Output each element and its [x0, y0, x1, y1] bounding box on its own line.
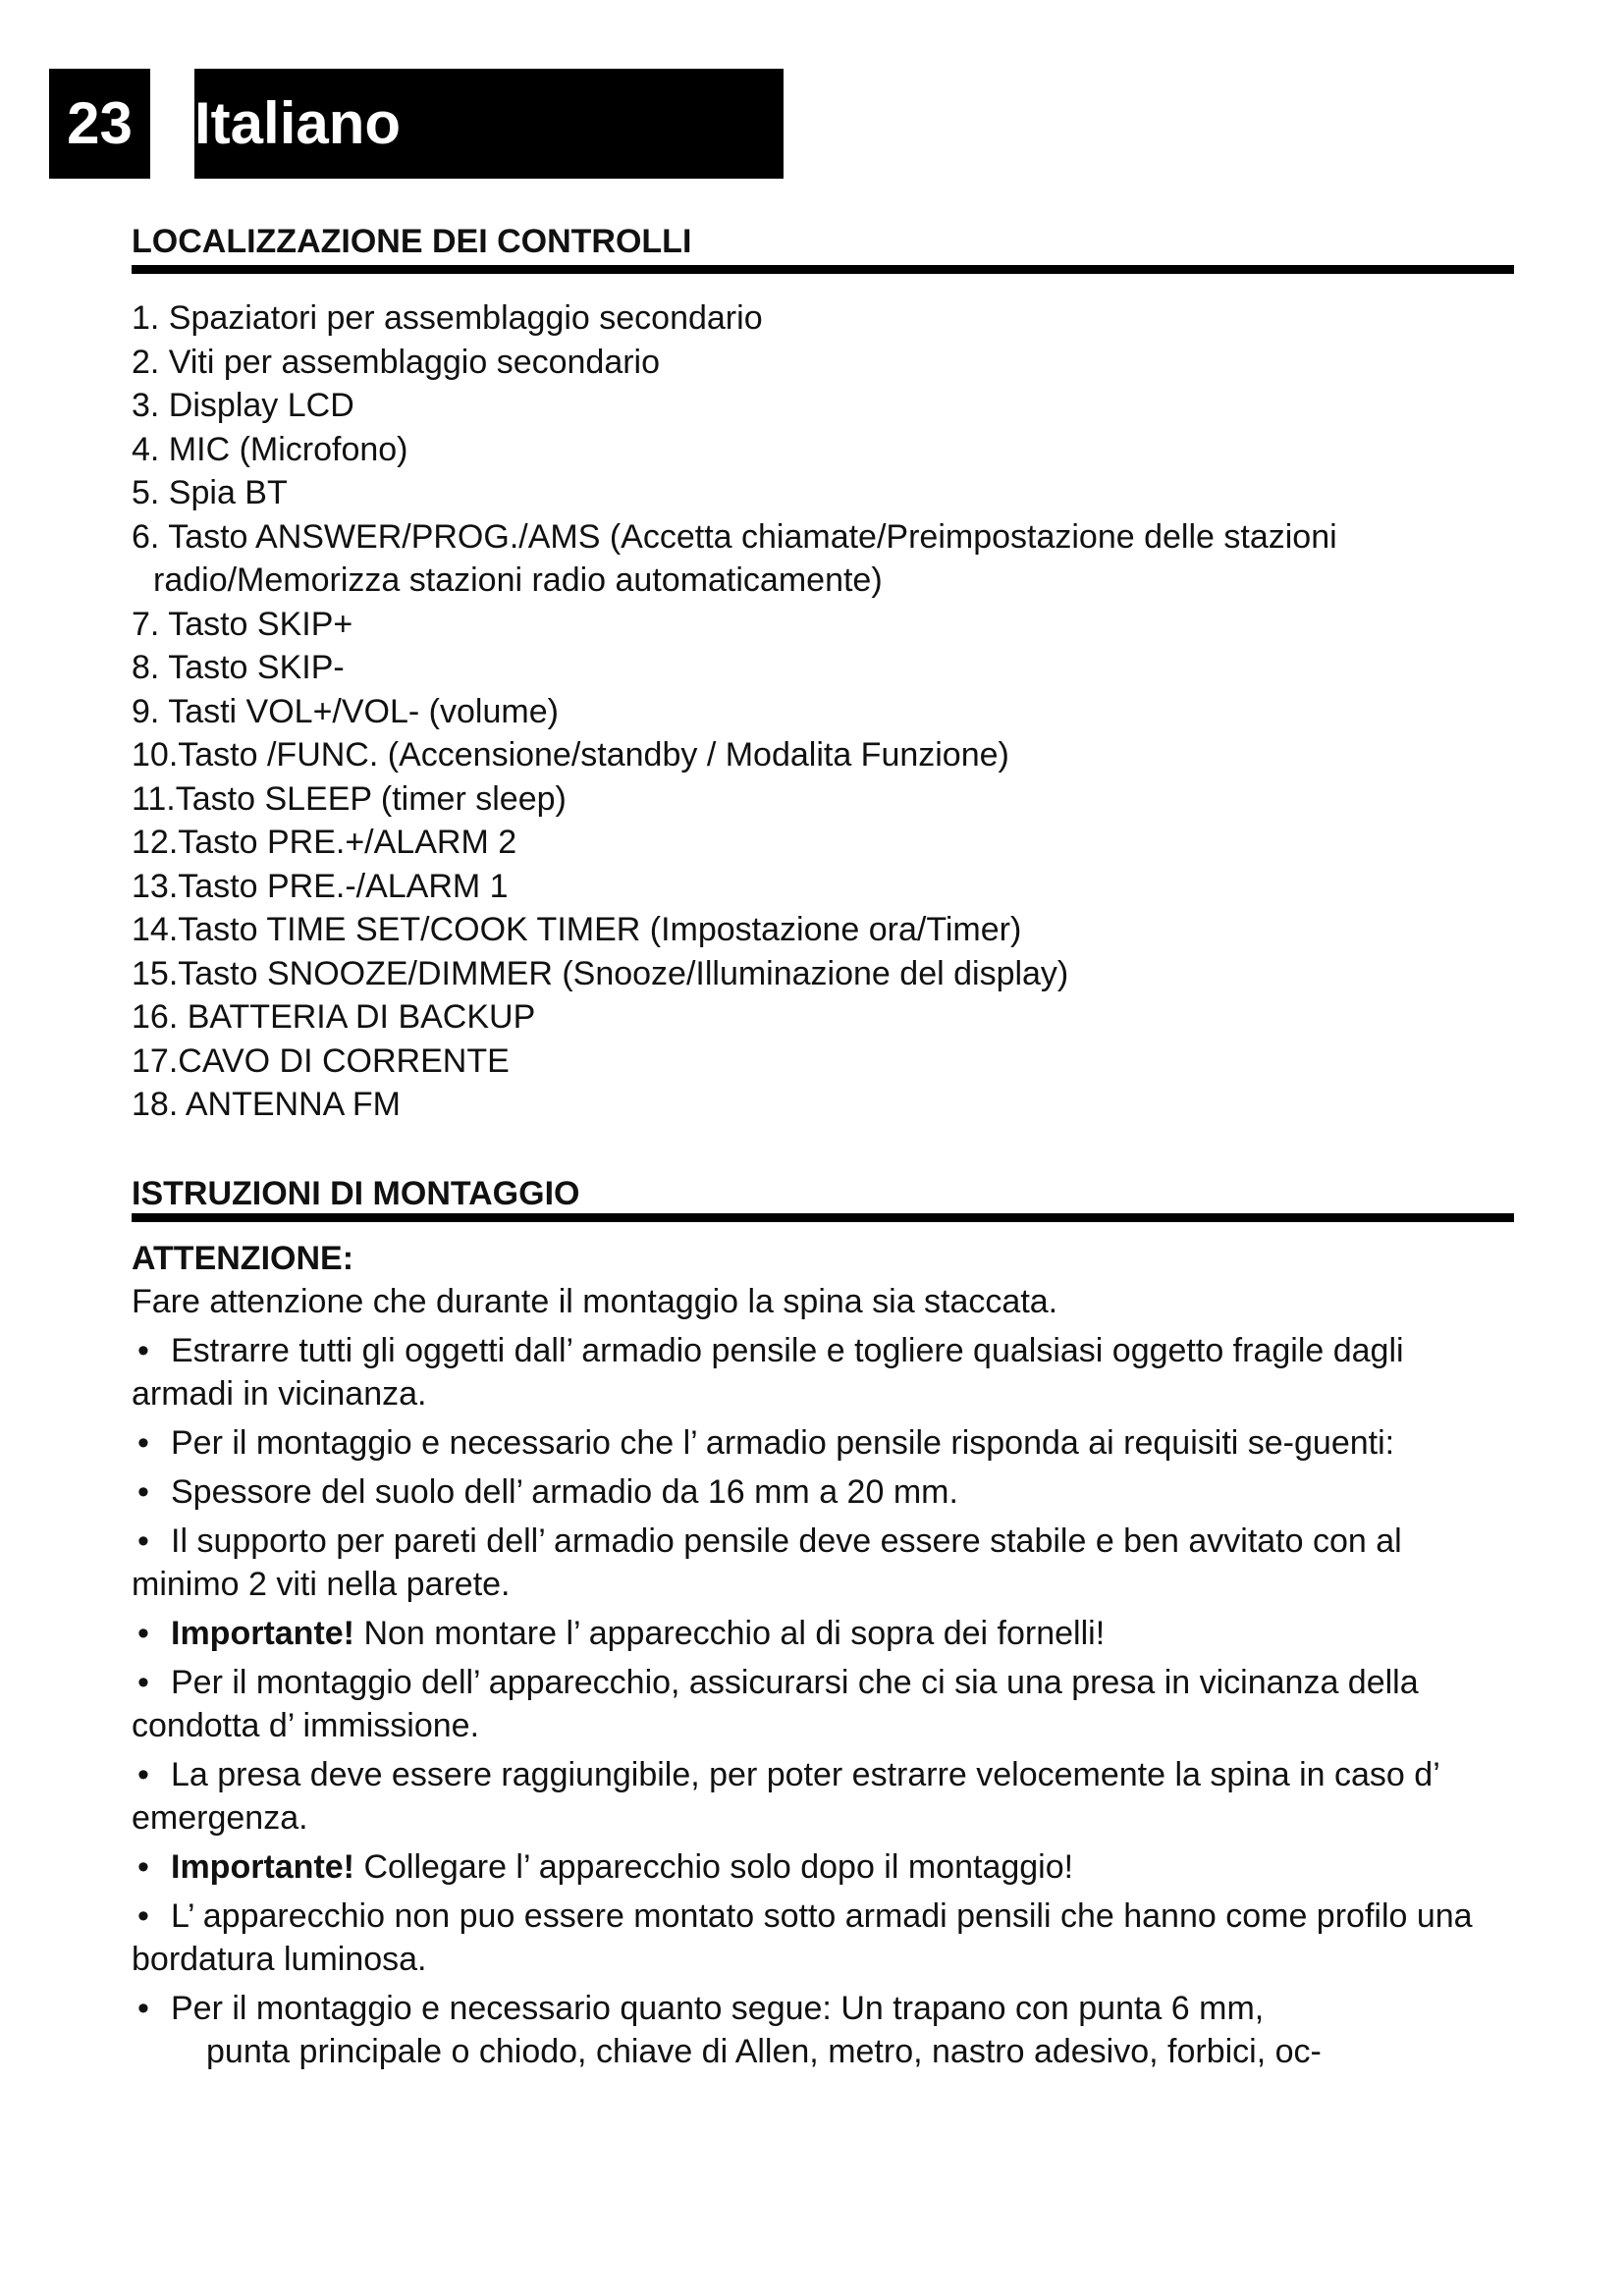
- bullet-icon: •: [137, 1848, 149, 1886]
- bullet-text: Il supporto per pareti dell’ armadio pensile deve essere stabile e ben avvitato con al minimo 2 viti nella parete.: [132, 1522, 1402, 1603]
- bullet-text-continuation: punta principale o chiodo, chiave di Allen, metro, nastro adesivo, forbici, oc-: [206, 2033, 1322, 2070]
- bullet-icon: •: [137, 1756, 149, 1793]
- attention-title: ATTENZIONE:: [132, 1240, 354, 1277]
- controls-section-title: LOCALIZZAZIONE DEI CONTROLLI: [132, 223, 692, 260]
- list-item: 10.Tasto /FUNC. (Accensione/standby / Modalita Funzione): [132, 736, 1009, 774]
- list-item-continuation: radio/Memorizza stazioni radio automaticamente): [153, 561, 883, 599]
- assembly-section-rule: [132, 1213, 1514, 1222]
- list-item: 12.Tasto PRE.+/ALARM 2: [132, 824, 517, 861]
- bullet-icon: •: [137, 1522, 149, 1560]
- list-item: [132, 1895, 1514, 1981]
- bullet-text: Collegare l’ apparecchio solo dopo il montaggio!: [363, 1848, 1074, 1886]
- important-label: Importante!: [171, 1848, 354, 1886]
- list-item: 8. Tasto SKIP-: [132, 649, 345, 686]
- list-item: 4. MIC (Microfono): [132, 430, 408, 468]
- list-item: [132, 1470, 1514, 1514]
- page-number: 23: [49, 69, 150, 179]
- bullet-icon: •: [137, 1424, 149, 1462]
- important-label: Importante!: [171, 1615, 354, 1652]
- list-item: [132, 1987, 1514, 2073]
- list-item: 13.Tasto PRE.-/ALARM 1: [132, 867, 509, 905]
- assembly-bullet-list: [132, 1329, 1514, 2073]
- list-item: [132, 1612, 1514, 1655]
- list-item: 16. BATTERIA DI BACKUP: [132, 998, 536, 1036]
- bullet-icon: •: [137, 1332, 149, 1369]
- list-item: 3. Display LCD: [132, 387, 354, 424]
- bullet-text: La presa deve essere raggiungibile, per poter estrarre velocemente la spina in caso d’ emergenza.: [132, 1756, 1439, 1837]
- bullet-text: Per il montaggio dell’ apparecchio, assicurarsi che ci sia una presa in vicinanza della condotta d’ immissione.: [132, 1664, 1419, 1744]
- list-item: 15.Tasto SNOOZE/DIMMER (Snooze/Illuminazione del display): [132, 954, 1069, 992]
- intro-paragraph: Fare attenzione che durante il montaggio la spina sia staccata.: [132, 1283, 1058, 1320]
- bullet-text: L’ apparecchio non puo essere montato sotto armadi pensili che hanno come profilo una bordatura luminosa.: [132, 1897, 1473, 1978]
- bullet-text: Per il montaggio e necessario che l’ armadio pensile risponda ai requisiti se-guenti:: [171, 1424, 1395, 1462]
- bullet-text: Per il montaggio e necessario quanto segue: Un trapano con punta 6 mm,: [171, 1990, 1265, 2027]
- list-item: 17.CAVO DI CORRENTE: [132, 1041, 510, 1080]
- list-item: 5. Spia BT: [132, 474, 288, 511]
- language-title: Italiano: [194, 69, 784, 179]
- list-item: [132, 1661, 1514, 1747]
- list-item: 2. Viti per assemblaggio secondario: [132, 343, 661, 381]
- list-item: [132, 1845, 1514, 1889]
- bullet-text: Estrarre tutti gli oggetti dall’ armadio pensile e togliere qualsiasi oggetto fragile dagli armadi in vicinanza.: [132, 1332, 1404, 1413]
- list-item: [132, 1421, 1514, 1465]
- list-item: 1. Spaziatori per assemblaggio secondario: [132, 299, 763, 337]
- bullet-text: Non montare l’ apparecchio al di sopra dei fornelli!: [363, 1615, 1106, 1652]
- list-item: [132, 1520, 1514, 1606]
- list-item: 18. ANTENNA FM: [132, 1086, 401, 1123]
- list-item: 6. Tasto ANSWER/PROG./AMS (Accetta chiamate/Preimpostazione delle stazioni: [132, 517, 1337, 556]
- list-item: [132, 1753, 1514, 1840]
- bullet-icon: •: [137, 1473, 149, 1511]
- list-item: [132, 1329, 1514, 1415]
- bullet-icon: •: [137, 1615, 149, 1652]
- controls-section-rule: [132, 265, 1514, 274]
- list-item: 9. Tasti VOL+/VOL- (volume): [132, 692, 559, 730]
- bullet-text: Spessore del suolo dell’ armadio da 16 mm a 20 mm.: [171, 1473, 958, 1511]
- bullet-icon: •: [137, 1897, 149, 1935]
- list-item: 7. Tasto SKIP+: [132, 605, 353, 643]
- list-item: 14.Tasto TIME SET/COOK TIMER (Impostazione ora/Timer): [132, 911, 1022, 948]
- bullet-icon: •: [137, 1990, 149, 2027]
- controls-list: [132, 296, 1514, 1127]
- bullet-icon: •: [137, 1664, 149, 1701]
- assembly-instructions: [132, 1237, 1514, 2079]
- assembly-section-title: ISTRUZIONI DI MONTAGGIO: [132, 1175, 580, 1212]
- list-item: 11.Tasto SLEEP (timer sleep): [132, 779, 567, 818]
